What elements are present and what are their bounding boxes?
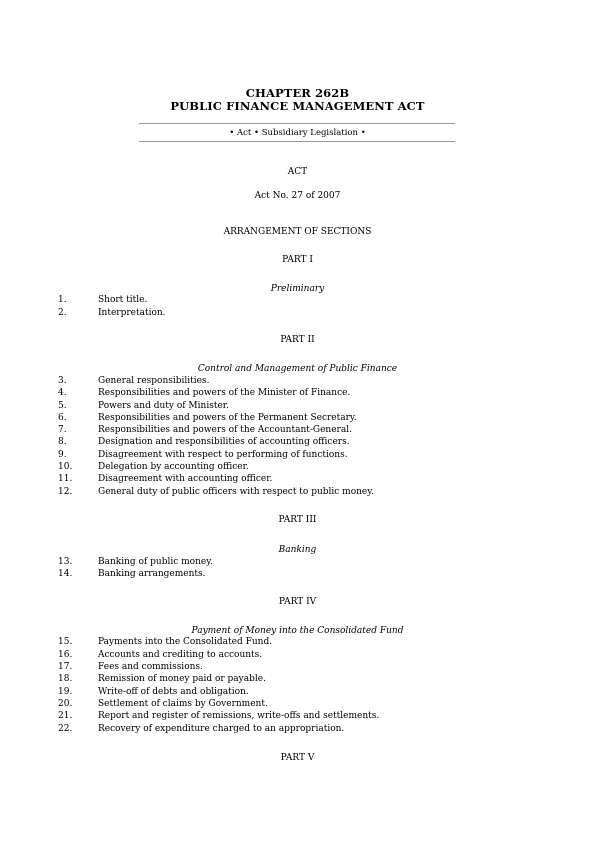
section-number: 6.: [58, 413, 67, 423]
section-number: 2.: [58, 308, 67, 318]
section-title: Short title.: [98, 295, 148, 305]
section-row[interactable]: [0, 674, 595, 686]
section-title: Responsibilities and powers of the Permanent Secretary.: [98, 413, 357, 423]
part-title: Control and Management of Public Finance: [197, 364, 398, 374]
section-title: Payments into the Consolidated Fund.: [98, 637, 273, 647]
section-title: Designation and responsibilities of accounting officers.: [98, 437, 350, 447]
section-row[interactable]: [0, 699, 595, 711]
part-label: PART IV: [278, 597, 317, 607]
arrangement-heading: ARRANGEMENT OF SECTIONS: [223, 227, 372, 237]
section-row[interactable]: [0, 569, 595, 581]
part-label: PART I: [282, 255, 313, 265]
section-row[interactable]: [0, 557, 595, 569]
section-title: Delegation by accounting officer.: [98, 462, 249, 472]
section-title: Fees and commissions.: [98, 662, 203, 672]
section-number: 1.: [58, 295, 67, 305]
section-number: 9.: [58, 450, 67, 460]
section-title: Report and register of remissions, write-offs and settlements.: [98, 711, 380, 721]
section-row[interactable]: [0, 650, 595, 662]
section-title: General responsibilities.: [98, 376, 210, 386]
section-number: 22.: [58, 724, 73, 734]
section-number: 3.: [58, 376, 67, 386]
section-title: Responsibilities and powers of the Minister of Finance.: [98, 388, 351, 398]
section-number: 12.: [58, 487, 73, 497]
act-heading: ACT: [287, 167, 308, 177]
top-divider: [139, 123, 455, 124]
act-number: Act No. 27 of 2007: [254, 191, 341, 201]
part-title: Payment of Money into the Consolidated Fund: [191, 626, 404, 636]
section-title: Disagreement with respect to performing of functions.: [98, 450, 348, 460]
section-row[interactable]: [0, 637, 595, 649]
section-title: Banking of public money.: [98, 557, 213, 567]
section-row[interactable]: [0, 711, 595, 723]
section-row[interactable]: [0, 487, 595, 499]
section-number: 5.: [58, 401, 67, 411]
section-row[interactable]: [0, 376, 595, 388]
section-number: 7.: [58, 425, 67, 435]
section-row[interactable]: [0, 425, 595, 437]
section-number: 11.: [58, 474, 73, 484]
section-row[interactable]: [0, 413, 595, 425]
section-title: Recovery of expenditure charged to an appropriation.: [98, 724, 345, 734]
part-label: PART III: [278, 515, 317, 525]
section-title: Accounts and crediting to accounts.: [98, 650, 263, 660]
section-title: Powers and duty of Minister.: [98, 401, 229, 411]
section-row[interactable]: [0, 724, 595, 736]
section-row[interactable]: [0, 687, 595, 699]
bottom-divider: [139, 141, 455, 142]
section-title: Responsibilities and powers of the Accountant-General.: [98, 425, 352, 435]
chapter-title: CHAPTER 262B: [245, 86, 350, 100]
section-number: 19.: [58, 687, 73, 697]
section-row[interactable]: [0, 437, 595, 449]
section-row[interactable]: [0, 308, 595, 320]
act-title: PUBLIC FINANCE MANAGEMENT ACT: [170, 99, 425, 113]
section-number: 18.: [58, 674, 73, 684]
section-title: General duty of public officers with respect to public money.: [98, 487, 374, 497]
part-title: Banking: [278, 545, 317, 555]
section-title: Write-off of debts and obligation.: [98, 687, 249, 697]
section-row[interactable]: [0, 401, 595, 413]
section-title: Banking arrangements.: [98, 569, 206, 579]
section-title: Remission of money paid or payable.: [98, 674, 266, 684]
part-label: PART II: [280, 335, 315, 345]
section-number: 20.: [58, 699, 73, 709]
section-row[interactable]: [0, 295, 595, 307]
section-title: Settlement of claims by Government.: [98, 699, 268, 709]
section-row[interactable]: [0, 388, 595, 400]
section-number: 13.: [58, 557, 73, 567]
section-row[interactable]: [0, 462, 595, 474]
section-row[interactable]: [0, 450, 595, 462]
section-number: 15.: [58, 637, 73, 647]
section-number: 4.: [58, 388, 67, 398]
section-title: Interpretation.: [98, 308, 166, 318]
section-number: 17.: [58, 662, 73, 672]
section-number: 8.: [58, 437, 67, 447]
navigation-links[interactable]: • Act • Subsidiary Legislation •: [229, 128, 366, 138]
section-row[interactable]: [0, 662, 595, 674]
section-number: 21.: [58, 711, 73, 721]
section-number: 16.: [58, 650, 73, 660]
section-number: 10.: [58, 462, 73, 472]
part-title: Preliminary: [270, 284, 325, 294]
part-label: PART V: [280, 753, 315, 763]
section-number: 14.: [58, 569, 73, 579]
section-title: Disagreement with accounting officer.: [98, 474, 273, 484]
section-row[interactable]: [0, 474, 595, 486]
